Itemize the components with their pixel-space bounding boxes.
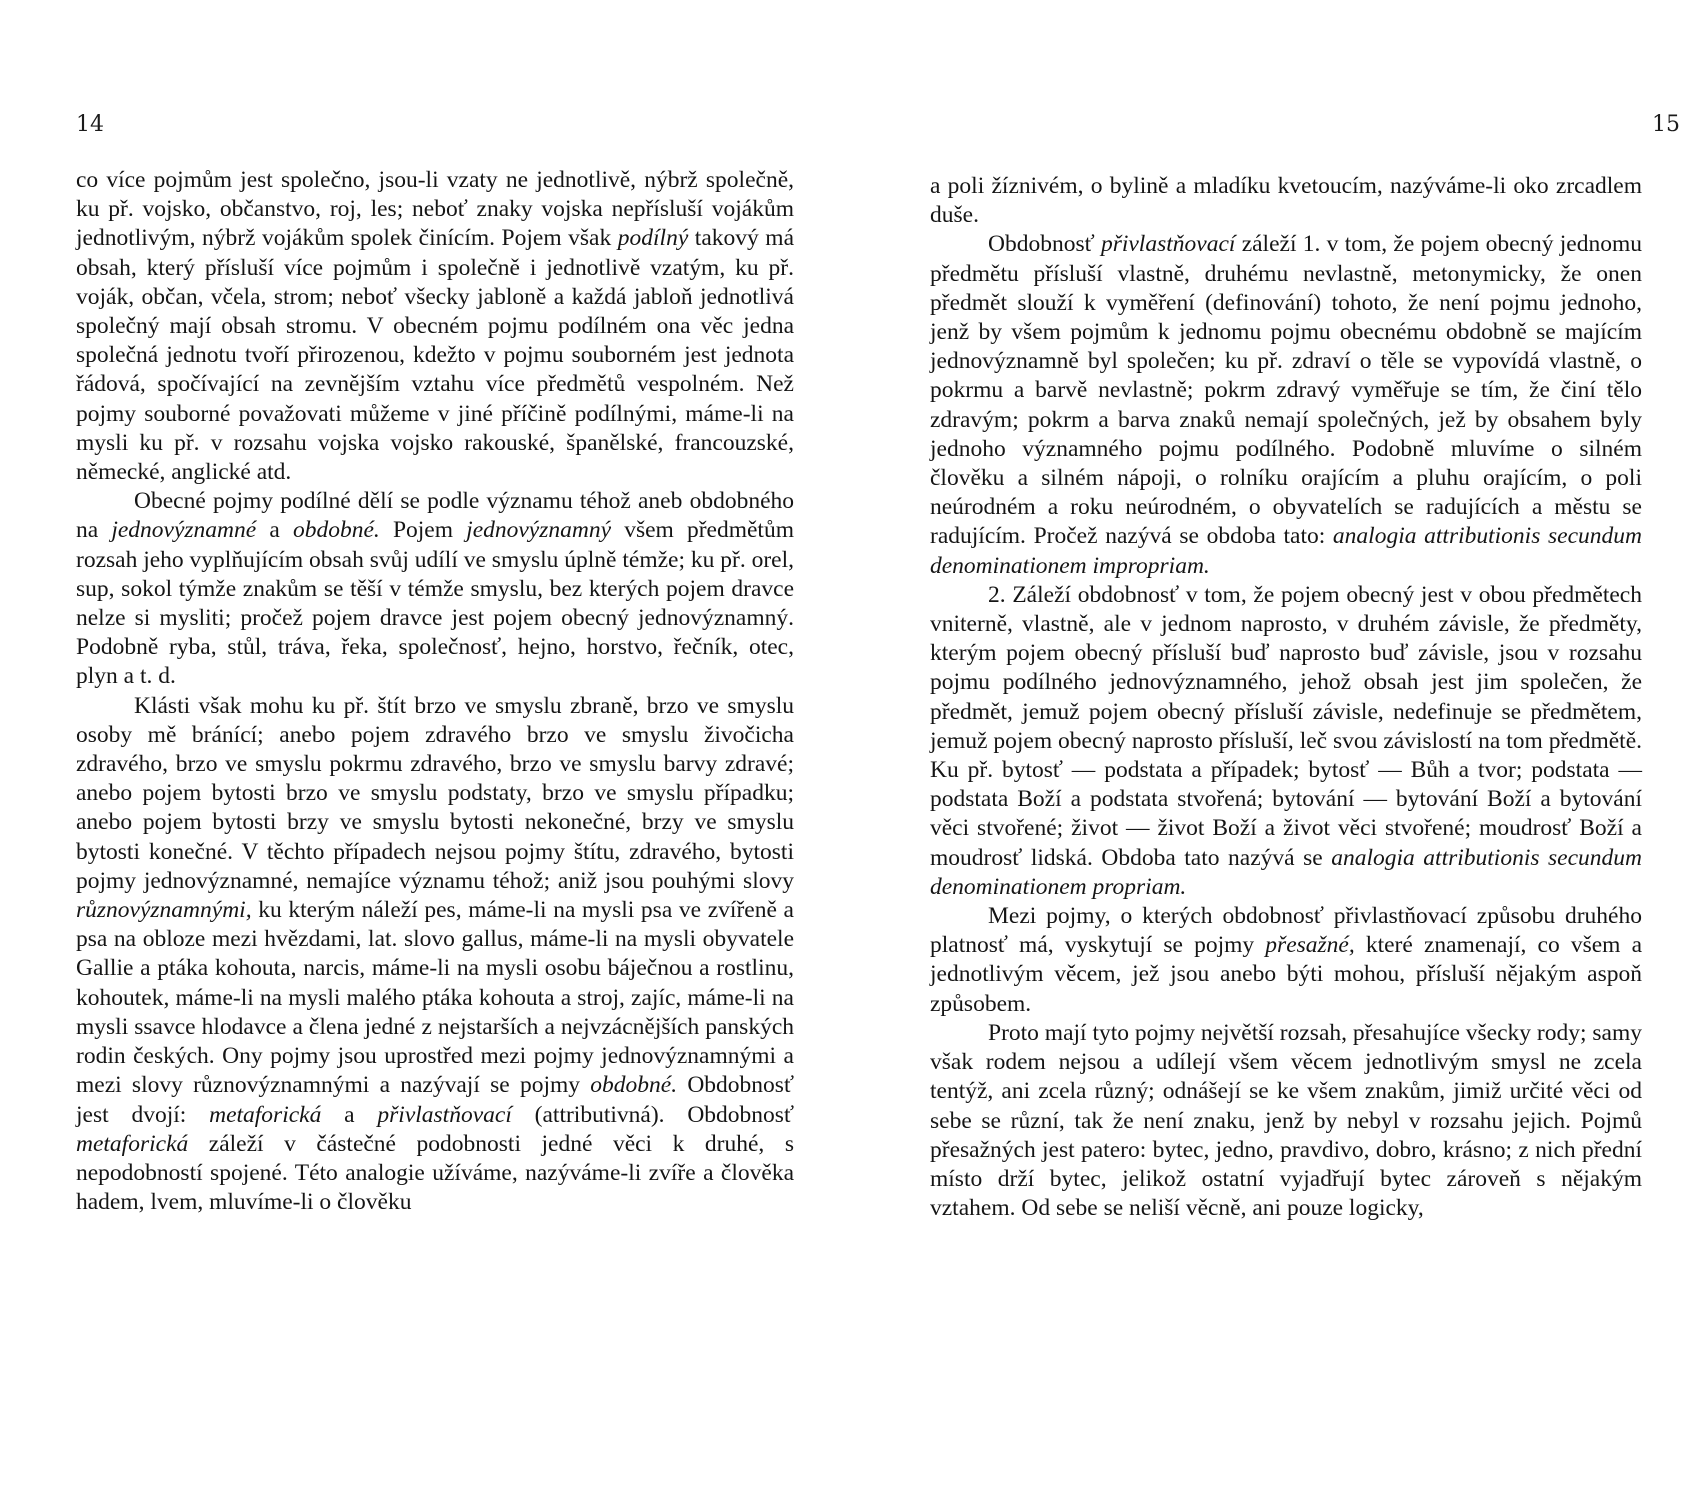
italic-term: obdobné. — [292, 517, 380, 544]
page-body — [76, 166, 794, 1217]
text-run: všem předmětům rozsah jeho vyplňujícím obsah svůj udílí ve smyslu úplně témže; ku př. orel, sup, sokol týmže znakům se těší v témže smyslu, bez kterých pojem dravce nelze si mysliti; pročež pojem dravce jest pojem obecný jednovýznamný. Podobně ryba, stůl, tráva, řeka, společnosť, hejno, horstvo, řečník, otec, plyn a t. d. — [76, 517, 794, 690]
right-page — [930, 0, 1680, 1500]
text-run: které znamenají, co všem a jednotlivým věcem, jež jsou anebo býti mohou, přísluší nějakým aspoň způsobem. — [930, 932, 1642, 1017]
italic-term: jednovýznamný — [466, 517, 612, 544]
text-run: a — [256, 517, 293, 544]
text-run: Obecné pojmy podílné dělí se podle významu téhož aneb obdobného na — [76, 488, 794, 544]
paragraph — [76, 166, 794, 487]
text-run: záleží 1. v tom, že pojem obecný jednomu předmětu přísluší vlastně, druhému nevlastně, metonymicky, že onen předmět slouží k vyměření (definování) tohoto, že není pojmu jednoho, jenž by všem pojmům k jednomu pojmu obecnému obdobně se majícím jednovýznamně byl společen; ku př. zdraví o těle se vypovídá vlastně, o pokrmu a barvě nevlastně; pokrm zdravý vyměřuje se tím, že činí tělo zdravým; pokrm a barva znaků nemají společných, jež by obsahem byly jednoho významného pojmu podílného. Podobně mluvíme o silném člověku a silném nápoji, o rolníku orajícím a pluhu orajícím, o poli neúrodném a roku neúrodném, o obyvatelích se radujících a městu se radujícím. Pročež nazývá se obdoba tato: — [930, 231, 1642, 550]
page-number: 15 — [1652, 112, 1680, 137]
italic-term: metaforická — [209, 1101, 322, 1128]
italic-term: přivlastňovací — [377, 1101, 512, 1128]
italic-term: podílný — [617, 225, 689, 252]
text-run: Obdobnosť jest dvojí: — [76, 1072, 794, 1128]
text-run: a — [321, 1101, 378, 1128]
text-run: co více pojmům jest společno, jsou-li vzaty ne jednotlivě, nýbrž společně, ku př. vojsko, občanstvo, roj, les; neboť znaky vojska nepřísluší vojákům jednotlivým, nýbrž vojákům spolek činícím. Pojem však — [76, 167, 794, 252]
text-run: záleží v částečné podobnosti jedné věci k druhé, s nepodobností spojené. Této analogie užíváme, nazýváme-li zvíře a člověka hadem, lvem, mluvíme-li o člověku — [76, 1130, 794, 1216]
page-number: 14 — [76, 112, 104, 137]
italic-term: přesažné, — [1265, 932, 1355, 959]
text-run: ku kterým náleží pes, máme-li na mysli psa ve zvířeně a psa na obloze mezi hvězdami, lat. slovo gallus, máme-li na mysli obyvatele Gallie a ptáka kohouta, narcis, máme-li na mysli osobu báječnou a rostlinu, kohoutek, máme-li na mysli malého ptáka kohouta a stroj, zajíc, máme-li na mysli ssavce hlodavce a člena jedné z nejstarších a nejvzácnějších panských rodin českých. Ony pojmy jsou uprostřed mezi pojmy jednovýznamnými a mezi slovy různovýznamnými a nazývají se pojmy — [76, 897, 794, 1099]
left-page — [66, 0, 806, 1500]
italic-term: různovýznamnými, — [76, 897, 252, 924]
italic-term: přivlastňovací — [1100, 231, 1236, 258]
italic-term: jednovýznamné — [111, 517, 257, 544]
paragraph — [930, 1019, 1642, 1223]
text-run: takový má obsah, který přísluší více pojmům i společně i jednotlivě vzatým, ku př. voják, občan, včela, strom; neboť všecky jabloně a každá jabloň jednotlivá společný mají obsah stromu. V obecném pojmu podílném ona věc jedna společná jednotu tvoří přirozenou, kdežto v pojmu souborném jest jednota řádová, spočívající na zevnějším vztahu více předmětů vespolném. Než pojmy souborné považovati můžeme v jiné příčině podílnými, máme-li na mysli ku př. v rozsahu vojska vojsko rakouské, španělské, francouzské, německé, anglické atd. — [76, 225, 794, 486]
text-run: Klásti však mohu ku př. štít brzo ve smyslu zbraně, brzo ve smyslu osoby mě bránící; anebo pojem zdravého brzo ve smyslu živočicha zdravého, brzo ve smyslu pokrmu zdravého, brzo ve smyslu barvy zdravé; anebo pojem bytosti brzo ve smyslu podstaty, brzo ve smyslu případku; anebo pojem bytosti brzy ve smyslu bytosti nekonečné, brzy ve smyslu bytosti konečné. V těchto případech nejsou pojmy štítu, zdravého, bytosti pojmy jednovýznamné, nemajíce významu téhož; aniž jsou pouhými slovy — [76, 692, 794, 894]
paragraph — [930, 581, 1642, 902]
text-run: Pojem — [379, 517, 467, 544]
italic-term: metaforická — [76, 1130, 189, 1157]
italic-term: analogia attributionis secundum denominationem impropriam. — [930, 523, 1642, 579]
italic-term: analogia attributionis secundum denominationem propriam. — [930, 844, 1642, 900]
italic-term: obdobné. — [590, 1072, 678, 1099]
paragraph — [930, 230, 1642, 580]
paragraph — [76, 692, 794, 1218]
text-run: (attributivná). Obdobnosť — [511, 1101, 794, 1128]
text-run: Mezi pojmy, o kterých obdobnosť přivlastňovací způsobu druhého platnosť má, vyskytují se pojmy — [930, 903, 1642, 959]
text-run: a poli žíznivém, o bylině a mladíku kvetoucím, nazýváme-li oko zrcadlem duše. — [930, 173, 1642, 229]
page-body — [930, 172, 1642, 1223]
text-run: Obdobnosť — [988, 231, 1101, 258]
paragraph — [930, 902, 1642, 1019]
paragraph — [930, 172, 1642, 230]
text-run: Proto mají tyto pojmy největší rozsah, přesahujíce všecky rody; samy však rodem nejsou a udílejí všem věcem jednotlivým smysl ne zcela tentýž, ani zcela různý; odnášejí se ke všem znakům, jimiž určité věci od sebe se různí, tak že není znaku, jenž by nebyl v rozsahu jejich. Pojmů přesažných jest patero: bytec, jedno, pravdivo, dobro, krásno; z nich přední místo drží bytec, jelikož ostatní vyjadřují bytec zároveň s nějakým vztahem. Od sebe se neliší věcně, ani pouze logicky, — [930, 1019, 1642, 1222]
paragraph — [76, 487, 794, 691]
text-run: 2. Záleží obdobnosť v tom, že pojem obecný jest v obou předmětech vniterně, vlastně, ale v jednom naprosto, v druhém závisle, že předměty, kterým pojem obecný přísluší buď naprosto buď závisle, jsou v rozsahu pojmu podílného jednovýznamného, jehož obsah jest jim společen, že předmět, jemuž pojem obecný přísluší závisle, nedefinuje se předmětem, jemuž pojem obecný naprosto přísluší, leč svou závislostí na tom předmětě. Ku př. bytosť — podstata a případek; bytosť — Bůh a tvor; podstata — podstata Boží a podstata stvořená; bytování — bytování Boží a bytování věci stvořené; život — život Boží a život věci stvořené; moudrosť Boží a moudrosť lidská. Obdoba tato nazývá se — [930, 581, 1642, 871]
